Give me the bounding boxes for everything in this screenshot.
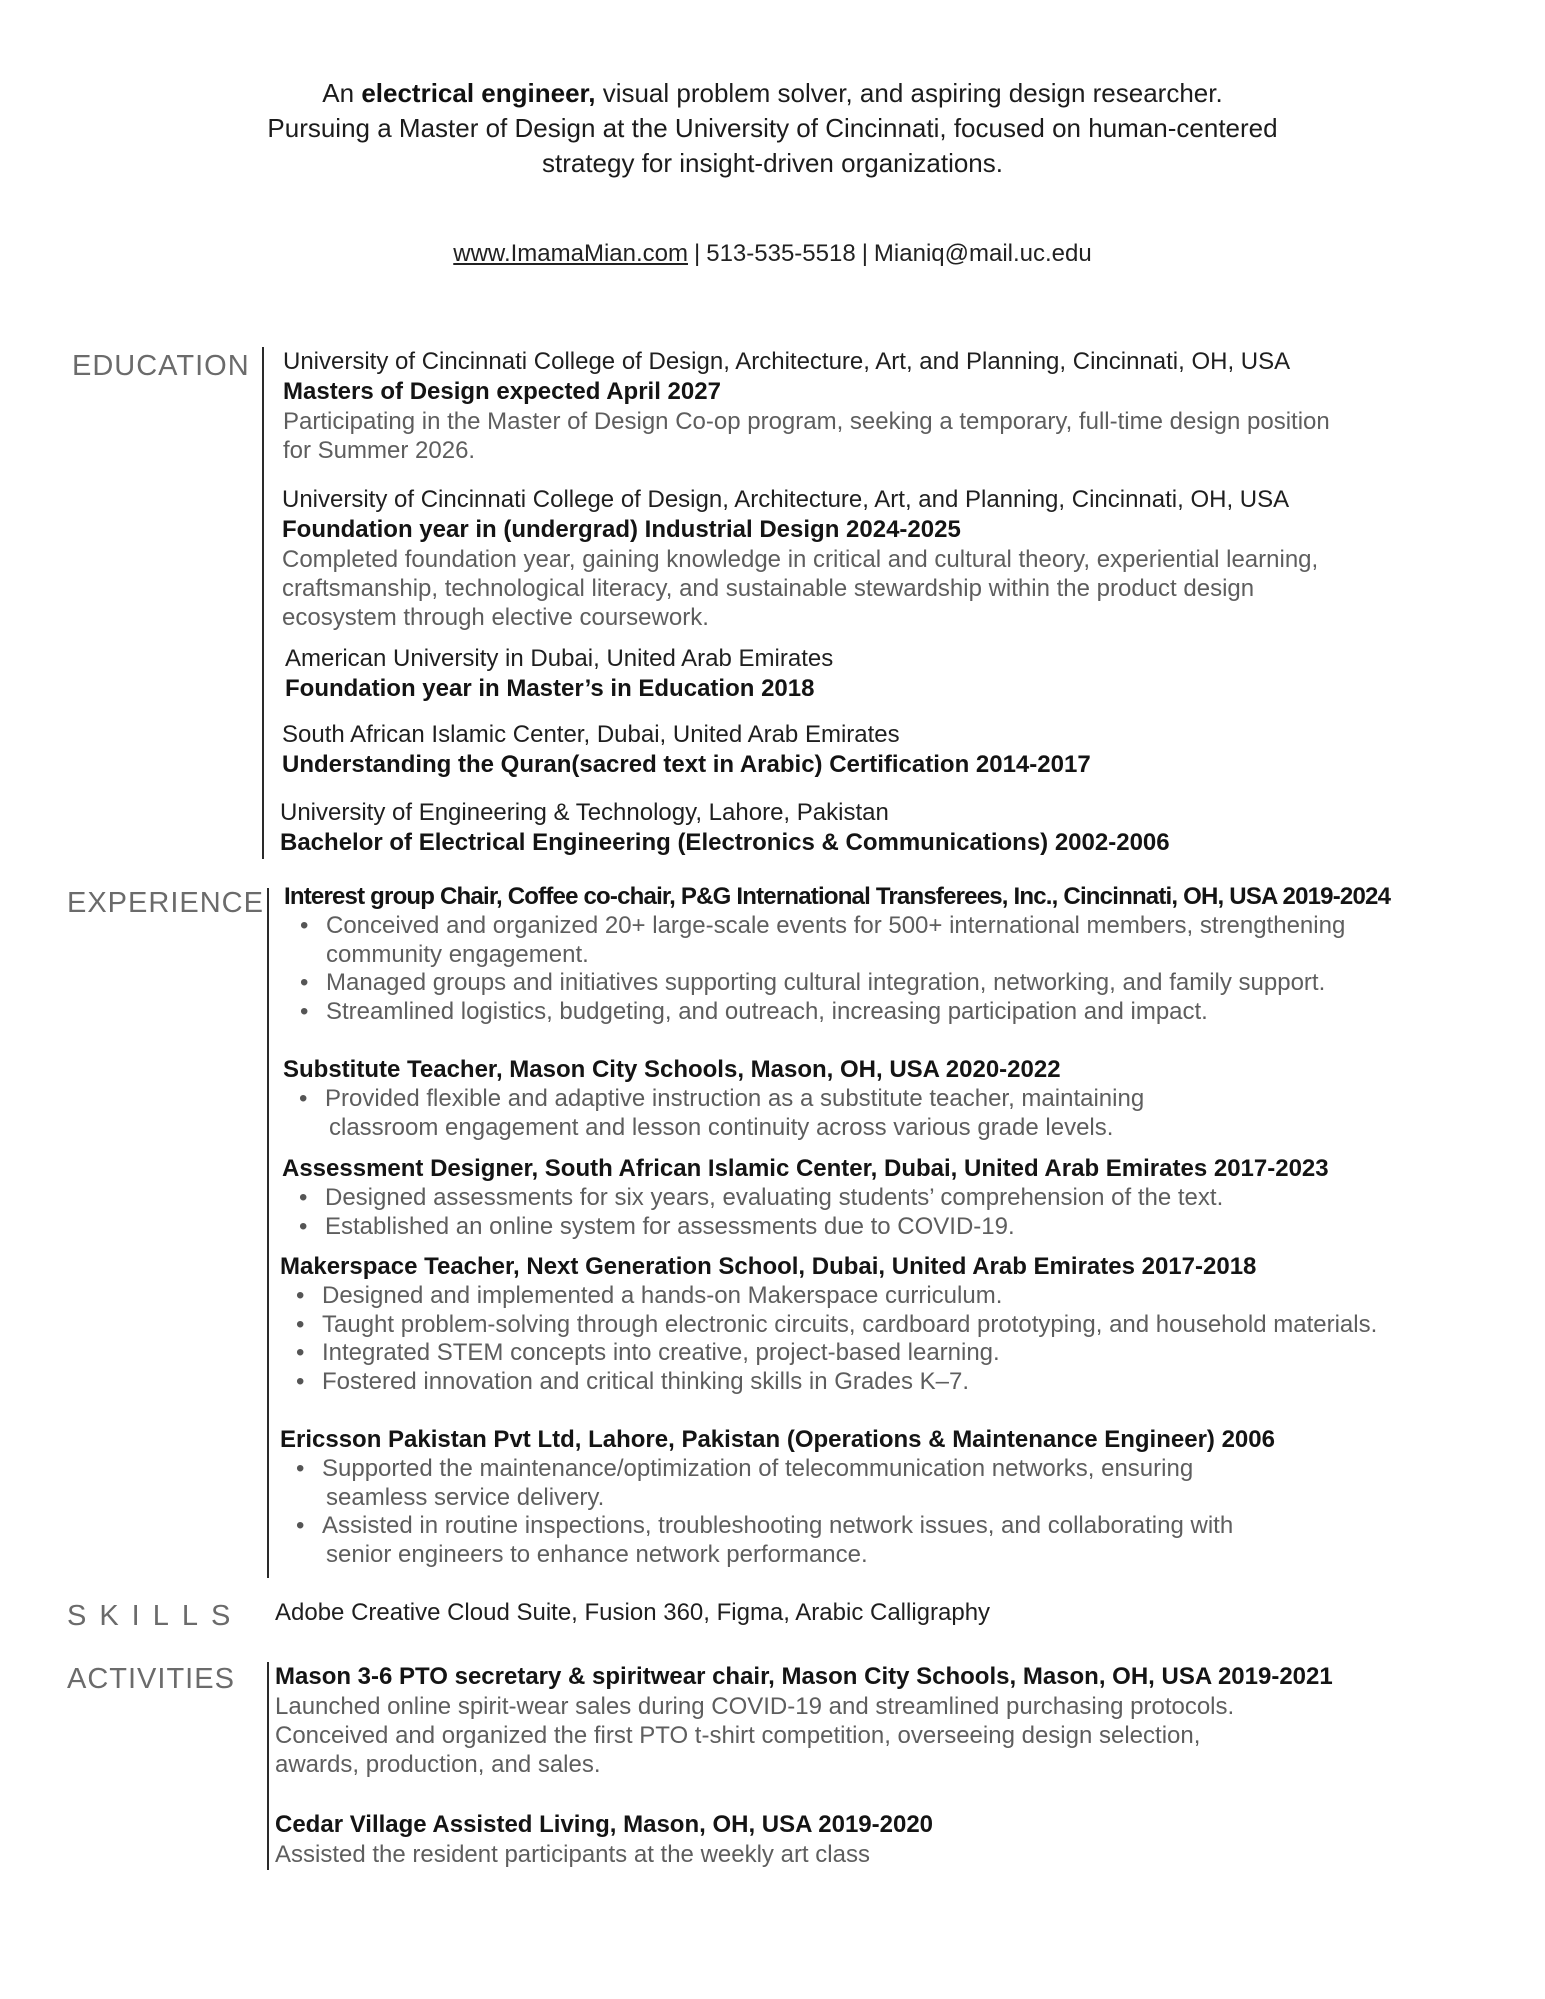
description-line: Conceived and organized the first PTO t-shirt competition, overseeing design selection, [275,1722,1201,1749]
intro-line-3: strategy for insight-driven organizations. [541,148,1003,178]
institution: University of Cincinnati College of Design, Architecture, Art, and Planning, Cincinnati, OH, USA [282,486,1290,513]
education-entry [282,485,1482,632]
bullet-list [280,1455,1480,1569]
bullet-item: • Designed assessments for six years, evaluating students’ comprehension of the text. [325,1184,1527,1213]
education-entry [283,347,1483,465]
description-line: for Summer 2026. [283,437,476,464]
intro-text: An [322,78,362,108]
degree: Foundation year in (undergrad) Industrial Design 2024-2025 [282,516,961,543]
institution: American University in Dubai, United Arab Emirates [285,645,834,672]
separator: | [693,240,701,267]
bullet-list [282,1184,1527,1241]
bullet-item: • Established an online system for assessments due to COVID-19. [325,1213,1527,1242]
degree: Understanding the Quran(sacred text in Arabic) Certification 2014-2017 [282,751,1091,778]
activity-entry [275,1810,1475,1869]
section-label-experience: EXPERIENCE [67,887,264,919]
bullet-item: • Designed and implemented a hands-on Makerspace curriculum. [322,1282,1530,1311]
experience-entry [283,1055,1483,1142]
section-label-skills: SKILLS [67,1600,244,1632]
description-line: awards, production, and sales. [275,1751,601,1778]
bullet-list [280,1282,1530,1396]
experience-entry [282,1154,1527,1241]
phone: 513-535-5518 [706,240,856,267]
description-line: craftsmanship, technological literacy, and sustainable stewardship within the product design [282,575,1255,602]
experience-entry [280,1252,1530,1396]
job-title: Ericsson Pakistan Pvt Ltd, Lahore, Pakistan (Operations & Maintenance Engineer) 2006 [280,1426,1275,1453]
bullet-item: • Managed groups and initiatives supporting cultural integration, networking, and family support. [326,969,1529,998]
institution: University of Cincinnati College of Design, Architecture, Art, and Planning, Cincinnati, OH, USA [283,348,1291,375]
bullet-item: • Conceived and organized 20+ large-scale events for 500+ international members, strengthening community engagement. [326,912,1529,969]
description-line: Participating in the Master of Design Co-op program, seeking a temporary, full-time design position [283,408,1330,435]
email: Mianiq@mail.uc.edu [873,240,1092,267]
institution: University of Engineering & Technology, Lahore, Pakistan [280,799,889,826]
job-title: Makerspace Teacher, Next Generation School, Dubai, United Arab Emirates 2017-2018 [280,1253,1257,1280]
job-title: Substitute Teacher, Mason City Schools, Mason, OH, USA 2020-2022 [283,1056,1061,1083]
description-line: Launched online spirit-wear sales during COVID-19 and streamlined purchasing protocols. [275,1693,1235,1720]
section-divider [267,888,269,1578]
intro-line-2: Pursuing a Master of Design at the University of Cincinnati, focused on human-centered [267,113,1278,143]
degree: Masters of Design expected April 2027 [283,378,721,405]
section-label-activities: ACTIVITIES [67,1663,235,1695]
degree: Foundation year in Master’s in Education 2018 [285,675,815,702]
bullet-item: • Streamlined logistics, budgeting, and outreach, increasing participation and impact. [326,998,1529,1027]
activity-title: Mason 3-6 PTO secretary & spiritwear chair, Mason City Schools, Mason, OH, USA 2019-2021 [275,1663,1333,1690]
description-line: Completed foundation year, gaining knowledge in critical and cultural theory, experiential learning, [282,546,1319,573]
website-link[interactable]: www.ImamaMian.com [453,240,688,267]
bullet-item: • Fostered innovation and critical thinking skills in Grades K–7. [322,1368,1530,1397]
contact-line [0,240,1545,268]
bullet-item: • Integrated STEM concepts into creative, project-based learning. [322,1339,1530,1368]
bullet-item: • Supported the maintenance/optimization of telecommunication networks, ensuring seamless service delivery. [322,1455,1480,1512]
intro-text: visual problem solver, and aspiring design researcher. [595,78,1223,108]
bullet-list [283,1085,1483,1142]
intro-line-1 [0,76,1545,111]
experience-entry [284,882,1529,1026]
section-divider [267,1662,269,1870]
section-divider [262,347,264,859]
intro-statement [0,76,1545,181]
description-line: Assisted the resident participants at the weekly art class [275,1841,870,1868]
activity-entry [275,1662,1475,1779]
education-entry [282,720,1482,780]
bullet-item: • Provided flexible and adaptive instruction as a substitute teacher, maintaining classroom engagement and lesson continuity across various grade levels. [325,1085,1483,1142]
skills-list: Adobe Creative Cloud Suite, Fusion 360, Figma, Arabic Calligraphy [275,1599,991,1626]
job-title: Interest group Chair, Coffee co-chair, P&G International Transferees, Inc., Cincinnati, OH, USA 2019-2024 [284,883,1391,910]
degree: Bachelor of Electrical Engineering (Electronics & Communications) 2002-2006 [280,829,1170,856]
description-line: ecosystem through elective coursework. [282,604,709,631]
experience-entry [280,1425,1480,1569]
separator: | [861,240,868,267]
activity-title: Cedar Village Assisted Living, Mason, OH, USA 2019-2020 [275,1811,934,1838]
bullet-item: • Taught problem-solving through electronic circuits, cardboard prototyping, and household materials. [322,1311,1530,1340]
bullet-item: • Assisted in routine inspections, troubleshooting network issues, and collaborating with senior engineers to enhance network performance. [322,1512,1480,1569]
bullet-list [284,912,1529,1026]
education-entry [285,644,1485,704]
education-entry [280,798,1480,858]
job-title: Assessment Designer, South African Islamic Center, Dubai, United Arab Emirates 2017-2023 [282,1155,1329,1182]
institution: South African Islamic Center, Dubai, United Arab Emirates [282,721,900,748]
intro-bold: electrical engineer, [361,78,596,108]
section-label-education: EDUCATION [72,350,250,382]
